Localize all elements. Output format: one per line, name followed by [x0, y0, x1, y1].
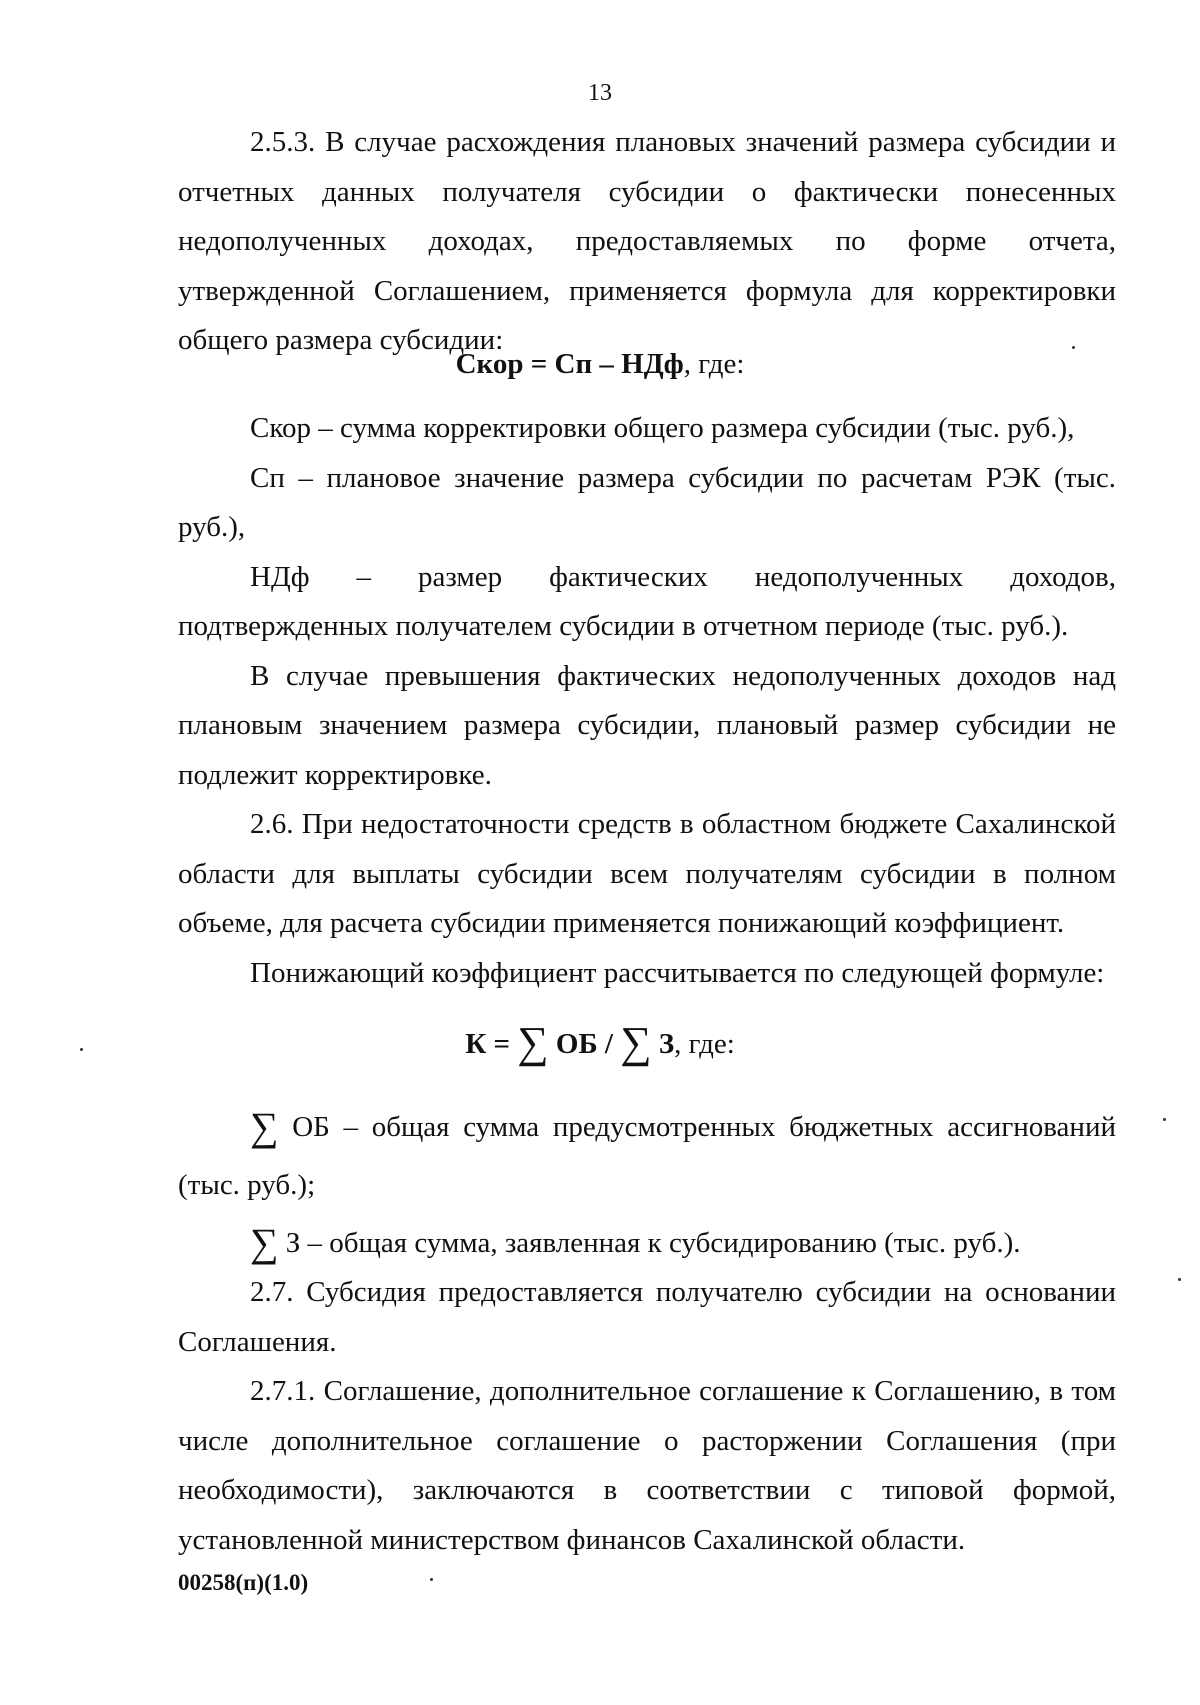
page-number: 13 [588, 80, 612, 106]
definitions-block-2 [178, 1098, 1116, 1272]
sigma-icon: ∑ [517, 1018, 549, 1067]
definition-ndf: НДф – размер фактических недополученных доходов, подтвержденных получателем субсидии в отчетном периоде (тыс. руб.). [178, 560, 1116, 642]
paragraph-excess: В случае превышения фактических недополученных доходов над плановым значением размера субсидии, плановый размер субсидии не подлежит корректировке. [178, 659, 1116, 791]
scan-speck [1163, 1118, 1166, 1121]
paragraph-2-7-1: 2.7.1. Соглашение, дополнительное соглашение к Соглашению, в том числе дополнительное соглашение о расторжении Соглашения (при необходимости), заключаются в соответствии с типовой формой, установленной министерством финансов Сахалинской области. [178, 1375, 1116, 1556]
formula-coefficient-k: К = [465, 1028, 518, 1060]
paragraph-text: 2.5.3. В случае расхождения плановых значений размера субсидии и отчетных данных получателя субсидии о фактически понесенных недополученных доходах, предоставляемых по форме отчета, утвержденной Соглашением, применяется формула для корректировки общего размера субсидии: [178, 126, 1116, 356]
definition-z-text: З – общая сумма, заявленная к субсидированию (тыс. руб.). [278, 1227, 1021, 1259]
document-code: 00258(п)(1.0) [178, 1570, 309, 1595]
definitions-block-3 [178, 1268, 1116, 1565]
scan-speck [430, 1578, 433, 1581]
formula-coefficient-z: З [651, 1028, 675, 1060]
definition-z [178, 1214, 1116, 1272]
scan-speck [1178, 1278, 1181, 1281]
definitions-block-1 [178, 404, 1116, 998]
formula-coefficient-where: , где: [674, 1028, 735, 1060]
scan-speck [1072, 346, 1075, 349]
formula-coefficient-ob: ОБ / [548, 1028, 621, 1060]
formula-correction-expression: Скор = Сп – НДф [455, 348, 684, 380]
paragraph-2-7: 2.7. Субсидия предоставляется получателю субсидии на основании Соглашения. [178, 1276, 1116, 1358]
scan-speck [80, 1048, 83, 1051]
definition-sp: Сп – плановое значение размера субсидии по расчетам РЭК (тыс. руб.), [178, 461, 1116, 543]
sigma-icon: ∑ [250, 1104, 279, 1149]
formula-correction [0, 340, 1200, 389]
sigma-icon: ∑ [250, 1220, 279, 1265]
paragraph-2-5-3 [178, 118, 1116, 366]
coefficient-intro: Понижающий коэффициент рассчитывается по следующей формуле: [250, 956, 1105, 989]
definition-ob-text: ОБ – общая сумма предусмотренных бюджетных ассигнований (тыс. руб.); [178, 1111, 1116, 1201]
formula-coefficient [0, 1018, 1200, 1070]
definition-skor: Скор – сумма корректировки общего размера субсидии (тыс. руб.), [250, 412, 1075, 444]
paragraph-2-6: 2.6. При недостаточности средств в областном бюджете Сахалинской области для выплаты субсидии всем получателям субсидии в полном объеме, для расчета субсидии применяется понижающий коэффициент. [178, 808, 1116, 939]
formula-correction-where: , где: [683, 348, 745, 380]
sigma-icon: ∑ [620, 1018, 652, 1067]
definition-ob [178, 1098, 1116, 1214]
